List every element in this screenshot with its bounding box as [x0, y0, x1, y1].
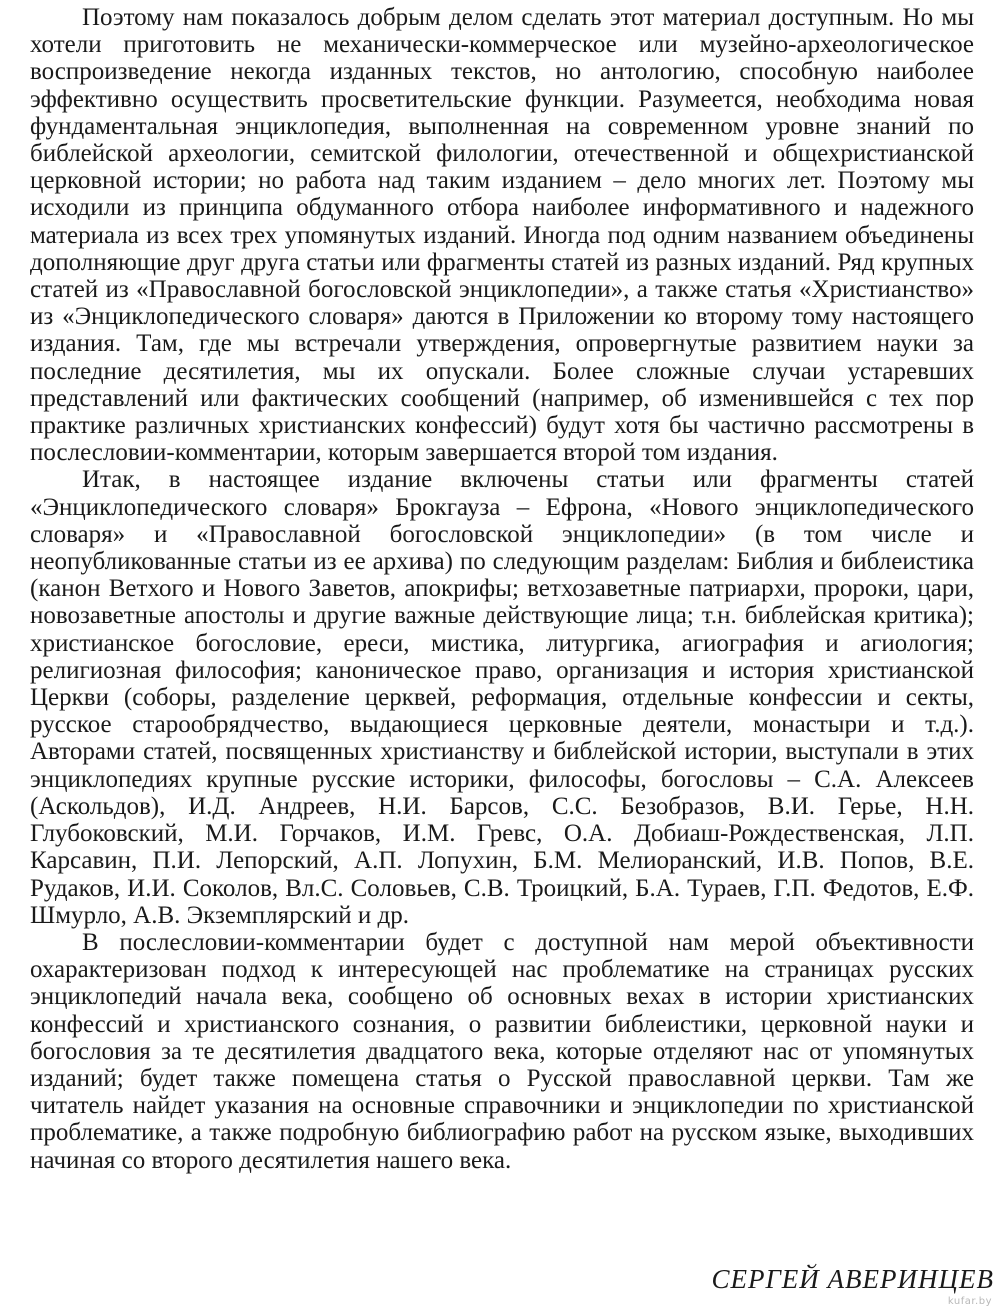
paragraph-2: Итак, в настоящее издание включены статьи или фрагменты статей «Энциклопедического словаря» Брокгауза – Ефрона, «Нового энциклопедического словаря» и «Православной богословской энциклопедии» (в том числе и неопубликованные статьи из ее архива) по следующим разделам: Библия и библеистика (канон Ветхого и Нового Заветов, апокрифы; ветхозаветные патриархи, пророки, цари, новозаветные апостолы и другие важные действующие лица; т.н. библейская критика); христианское богословие, ереси, мистика, литургика, агиография и агиология; религиозная философия; каноническое право, организация и история христианской Церкви (соборы, разделение церквей, реформация, отдельные конфессии и секты, русское старообрядчество, выдающиеся церковные деятели, монастыри и т.д.). Авторами статей, посвященных христианству и библейской истории, выступали в этих энциклопедиях крупные русские историки, философы, богословы – С.А. Алексеев (Аскольдов), И.Д. Андреев, Н.И. Барсов, С.С. Безобразов, В.И. Герье, Н.Н. Глубоковский, М.И. Горчаков, И.М. Гревс, О.А. Добиаш-Рождественская, Л.П. Карсавин, П.И. Лепорский, А.П. Лопухин, Б.М. Мелиоранский, И.В. Попов, В.Е. Рудаков, И.И. Соколов, Вл.С. Соловьев, С.В. Троицкий, Б.А. Тураев, Г.П. Федотов, Е.Ф. Шмурло, А.В. Экземплярский и др.: [30, 466, 974, 929]
paragraph-3: В послесловии-комментарии будет с доступной нам мерой объективности охарактеризован подход к интересующей нас проблематике на страницах русских энциклопедий начала века, сообщено об основных вехах в истории христианских конфессий и христианского сознания, о развитии библеистики, церковной науки и богословия за те десятилетия двадцатого века, которые отделяют нас от упомянутых изданий; будет также помещена статья о Русской православной церкви. Там же читатель найдет указания на основные справочники и энциклопедии по христианской проблематике, а также подробную библиографию работ на русском языке, выходивших начиная со второго десятилетия нашего века.: [30, 928, 974, 1174]
paragraph-1: Поэтому нам показалось добрым делом сделать этот материал доступным. Но мы хотели приготовить не механически-коммерческое или музейно-археологическое воспроизведение некогда изданных текстов, но антологию, способную наиболее эффективно осуществить просветительские функции. Разумеется, необходима новая фундаментальная энциклопедия, выполненная на современном уровне знаний по библейской археологии, семитской филологии, отечественной и общехристианской церковной истории; но работа над таким изданием – дело многих лет. Поэтому мы исходили из принципа обдуманного отбора наиболее информативного и надежного материала из всех трех упомянутых изданий. Иногда под одним названием объединены дополняющие друг друга статьи или фрагменты статей из разных изданий. Ряд крупных статей из «Православной богословской энциклопедии», а также статья «Христианство» из «Энциклопедического словаря» даются в Приложении ко второму тому настоящего издания. Там, где мы встречали утверждения, опровергнутые развитием науки за последние десятилетия, мы их опускали. Более сложные случаи устаревших представлений или фактических сообщений (например, об изменившейся с тех пор практике различных христианских конфессий) будут хотя бы частично рассмотрены в послесловии-комментарии, которым завершается второй том издания.: [30, 4, 974, 467]
document-page: [30, 4, 974, 1304]
author-signature: СЕРГЕЙ АВЕРИНЦЕВ: [711, 1264, 994, 1294]
watermark: kufar.by: [947, 1296, 992, 1307]
